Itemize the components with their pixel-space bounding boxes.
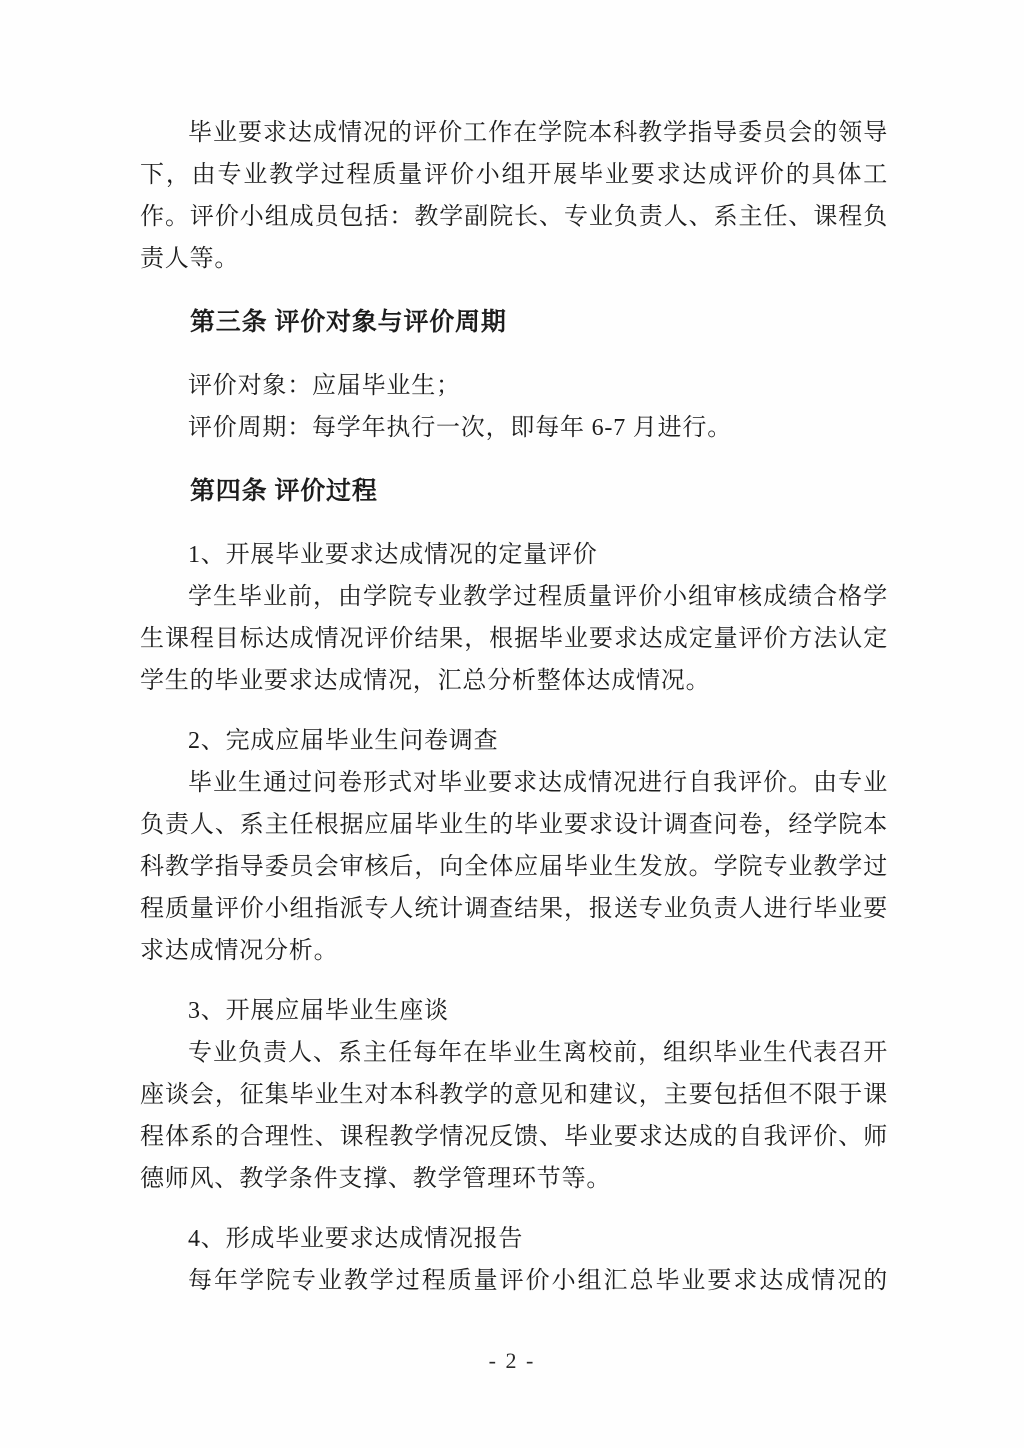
paragraph-graduate-symposium: 专业负责人、系主任每年在毕业生离校前，组织毕业生代表召开座谈会，征集毕业生对本科教学的意见和建议，主要包括但不限于课程体系的合理性、课程教学情况反馈、毕业要求达成的自我评价、师德师风、教学条件支撑、教学管理环节等。 [140,1040,888,1192]
page-number: - 2 - [488,1348,536,1373]
line-evaluation-target: 评价对象：应届毕业生； [188,373,461,399]
paragraph-achievement-report: 每年学院专业教学过程质量评价小组汇总毕业要求达成情况的 [188,1268,888,1294]
list-item-1-title: 1、开展毕业要求达成情况的定量评价 [188,542,598,568]
section-heading-article-4: 第四条 评价过程 [190,478,378,505]
list-item-3-title: 3、开展应届毕业生座谈 [188,998,449,1024]
paragraph-questionnaire-survey: 毕业生通过问卷形式对毕业要求达成情况进行自我评价。由专业负责人、系主任根据应届毕业生的毕业要求设计调查问卷，经学院本科教学指导委员会审核后，向全体应届毕业生发放。学院专业教学过程质量评价小组指派专人统计调查结果，报送专业负责人进行毕业要求达成情况分析。 [140,770,888,964]
list-item-2-title: 2、完成应届毕业生问卷调查 [188,728,499,754]
list-item-4-title: 4、形成毕业要求达成情况报告 [188,1226,524,1252]
paragraph-evaluation-leadership: 毕业要求达成情况的评价工作在学院本科教学指导委员会的领导下，由专业教学过程质量评价小组开展毕业要求达成评价的具体工作。评价小组成员包括：教学副院长、专业负责人、系主任、课程负责人等。 [140,120,888,272]
section-heading-article-3: 第三条 评价对象与评价周期 [190,309,507,336]
paragraph-quantitative-evaluation: 学生毕业前，由学院专业教学过程质量评价小组审核成绩合格学生课程目标达成情况评价结果，根据毕业要求达成定量评价方法认定学生的毕业要求达成情况，汇总分析整体达成情况。 [140,584,888,694]
line-evaluation-cycle: 评价周期：每学年执行一次，即每年 6-7 月进行。 [188,415,732,441]
document-body [140,112,888,1302]
